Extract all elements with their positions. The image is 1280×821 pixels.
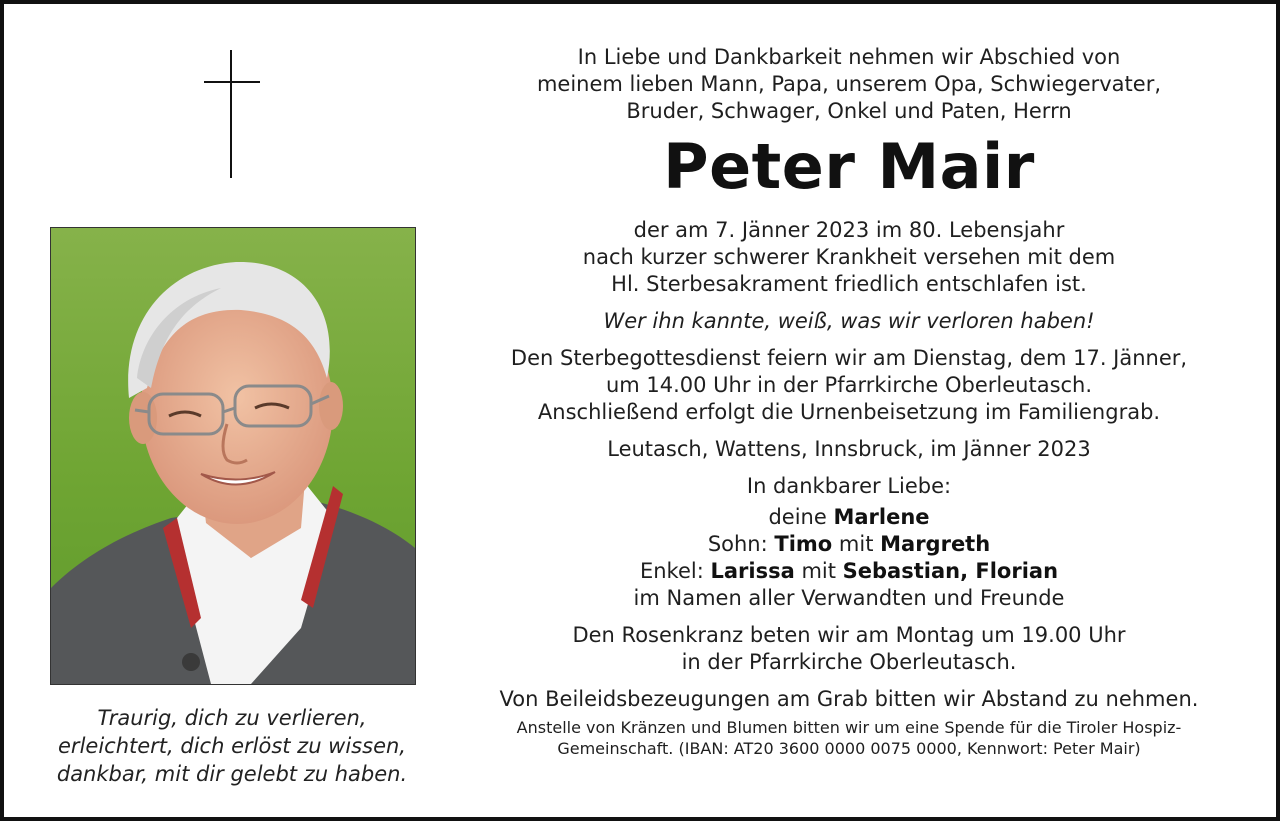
poem-line-1: Traurig, dich zu verlieren, (97, 706, 367, 730)
rosary-line-2: in der Pfarrkirche Oberleutasch. (681, 650, 1017, 674)
intro-line-2: meinem lieben Mann, Papa, unserem Opa, Schwiegervater, (536, 72, 1162, 96)
mourners-heading: In dankbarer Liebe: (746, 474, 952, 498)
intro-line-3: Bruder, Schwager, Onkel und Paten, Herrn (626, 99, 1072, 123)
deceased-name: Peter Mair (663, 130, 1035, 203)
service-line-3: Anschließend erfolgt die Urnenbeisetzung im Familiengrab. (537, 400, 1161, 424)
poem (34, 704, 430, 788)
poem-line-3: dankbar, mit dir gelebt zu haben. (56, 762, 408, 786)
rosary-line-1: Den Rosenkranz beten wir am Montag um 19.00 Uhr (572, 623, 1126, 647)
donation-line-2: Gemeinschaft. (IBAN: AT20 3600 0000 0075 0000, Kennwort: Peter Mair) (557, 739, 1141, 758)
death-line-1: der am 7. Jänner 2023 im 80. Lebensjahr (633, 218, 1065, 242)
death-line-2: nach kurzer schwerer Krankheit versehen mit dem (582, 245, 1116, 269)
notice-body (474, 44, 1224, 759)
poem-line-2: erleichtert, dich erlöst zu wissen, (58, 734, 406, 758)
cross-icon (204, 50, 260, 178)
service-line-1: Den Sterbegottesdienst feiern wir am Dienstag, dem 17. Jänner, (510, 346, 1188, 370)
portrait-photo (50, 227, 416, 685)
mourners-closing: im Namen aller Verwandten und Freunde (633, 586, 1065, 610)
quote: Wer ihn kannte, weiß, was wir verloren haben! (603, 309, 1095, 333)
service-line-2: um 14.00 Uhr in der Pfarrkirche Oberleutasch. (605, 373, 1093, 397)
mourner-grandchildren: Enkel: Larissa mit Sebastian, Florian (639, 559, 1059, 583)
mourner-son: Sohn: Timo mit Margreth (707, 532, 991, 556)
donation-line-1: Anstelle von Kränzen und Blumen bitten wir um eine Spende für die Tiroler Hospiz- (516, 718, 1182, 737)
condolence-note: Von Beileidsbezeugungen am Grab bitten wir Abstand zu nehmen. (499, 687, 1199, 711)
intro-line-1: In Liebe und Dankbarkeit nehmen wir Abschied von (577, 45, 1121, 69)
mourner-wife: deine Marlene (768, 505, 930, 529)
place-date: Leutasch, Wattens, Innsbruck, im Jänner 2023 (607, 437, 1091, 461)
death-line-3: Hl. Sterbesakrament friedlich entschlafen ist. (611, 272, 1087, 296)
